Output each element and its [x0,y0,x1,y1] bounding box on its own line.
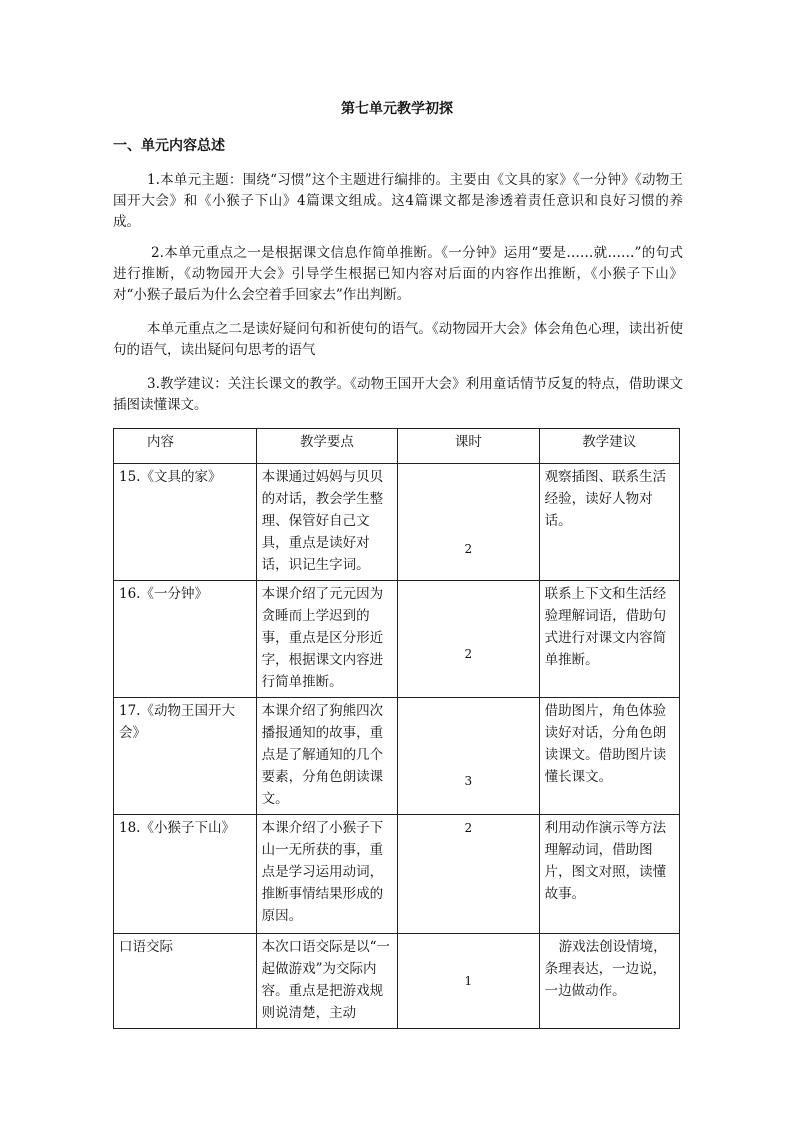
header-teaching-advice: 教学建议 [539,429,679,464]
cell-hours [398,581,540,698]
cell-advice: 联系上下文和生活经验理解词语，借助句式进行对课文内容简单推断。 [539,581,679,698]
cell-advice: 游戏法创设情境，条理表达，一边说，一边做动作。 [539,934,679,1029]
cell-hours [398,934,540,1029]
header-content: 内容 [114,429,257,464]
hours-value: 2 [464,542,473,556]
paragraph-key-point-one: 2.本单元重点之一是根据课文信息作简单推断。《一分钟》运用“要是……就……”的句式进行推断，《动物园开大会》引导学生根据已知内容对后面的内容作出推断，《小猴子下山》对“小猴子最后为什么会空着手回家去”作出判断。 [113,245,683,303]
table-row [114,464,680,581]
section-heading: 一、单元内容总述 [113,138,225,154]
header-hours: 课时 [398,429,540,464]
cell-hours [398,464,540,581]
cell-advice: 利用动作演示等方法理解动词，借助图片，图文对照，读懂故事。 [539,815,679,934]
cell-hours [398,698,540,815]
cell-points: 本课介绍了狗熊四次播报通知的故事，重点是了解通知的几个要素，分角色朗读课文。 [256,698,398,815]
table-header-row [114,429,680,464]
cell-points: 本课介绍了小猴子下山一无所获的事，重点是学习运用动词，推断事情结果形成的原因。 [256,815,398,934]
table-row [114,815,680,934]
table-row [114,934,680,1029]
paragraph-teaching-advice: 3.教学建议：关注长课文的教学。《动物王国开大会》利用童话情节反复的特点，借助课文插图读懂课文。 [113,376,683,413]
page-title: 第七单元教学初探 [341,101,453,117]
cell-points: 本课通过妈妈与贝贝的对话，教会学生整理、保管好自己文具，重点是读好对话，识记生字词。 [256,464,398,581]
cell-content: 16.《一分钟》 [114,581,257,698]
paragraph-unit-theme: 1.本单元主题：围绕“习惯”这个主题进行编排的。主要由《文具的家》《一分钟》《动物王国开大会》和《小猴子下山》4篇课文组成。这4篇课文都是渗透着责任意识和良好习惯的养成。 [113,172,683,230]
hours-value: 2 [464,821,473,835]
cell-advice: 借助图片，角色体验读好对话，分角色朗读课文。借助图片读懂长课文。 [539,698,679,815]
cell-points: 本次口语交际是以“一起做游戏”为交际内容。重点是把游戏规则说清楚，主动 [256,934,398,1029]
cell-content: 口语交际 [114,934,257,1029]
cell-content: 15.《文具的家》 [114,464,257,581]
cell-hours [398,815,540,934]
hours-value: 1 [464,974,473,988]
lesson-plan-table [113,428,680,1029]
cell-advice: 观察插图、联系生活经验，读好人物对话。 [539,464,679,581]
cell-content: 18.《小猴子下山》 [114,815,257,934]
header-teaching-points: 教学要点 [256,429,398,464]
hours-value: 2 [464,647,473,661]
paragraph-key-point-two: 本单元重点之二是读好疑问句和祈使句的语气。《动物园开大会》体会角色心理，读出祈使句的语气，读出疑问句思考的语气 [113,321,683,358]
table-row [114,698,680,815]
cell-points: 本课介绍了元元因为贪睡而上学迟到的事，重点是区分形近字，根据课文内容进行简单推断。 [256,581,398,698]
table-row [114,581,680,698]
cell-content: 17.《动物王国开大会》 [114,698,257,815]
hours-value: 3 [464,774,473,788]
